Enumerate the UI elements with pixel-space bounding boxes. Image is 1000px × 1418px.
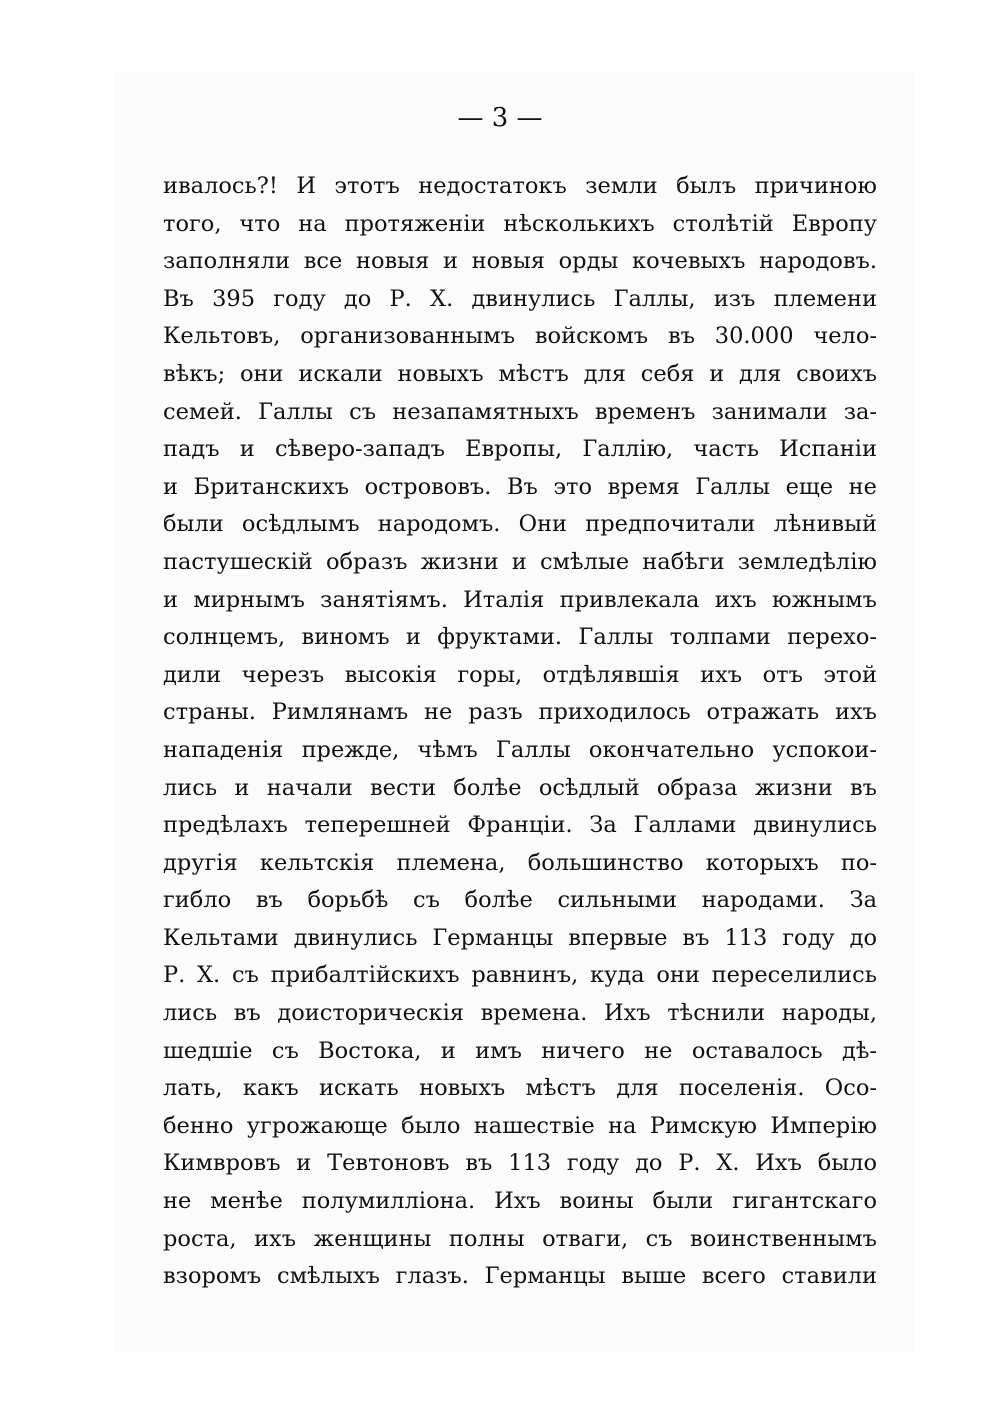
- text-line: шедшіе съ Востока, и имъ ничего не оставалось дѣ-: [163, 1037, 877, 1064]
- text-line: того, что на протяженіи нѣсколькихъ столѣтій Европу: [163, 210, 877, 237]
- text-line: Кельтами двинулись Германцы впервые въ 113 году до: [163, 924, 877, 951]
- text-line: падъ и сѣверо-западъ Европы, Галлію, часть Испаніи: [163, 436, 877, 463]
- text-line: гибло въ борьбѣ съ болѣе сильными народами. За: [163, 887, 877, 914]
- text-line: семей. Галлы съ незапамятныхъ временъ занимали за-: [163, 398, 877, 425]
- text-line: лись и начали вести болѣе осѣдлый образа жизни въ: [163, 774, 877, 801]
- text-line: и мирнымъ занятіямъ. Италія привлекала ихъ южнымъ: [163, 586, 877, 613]
- text-line: ивалось?! И этотъ недостатокъ земли былъ причиною: [163, 173, 877, 199]
- text-line: лись въ доисторическія времена. Ихъ тѣснили народы,: [163, 1000, 877, 1027]
- text-line: вѣкъ; они искали новыхъ мѣстъ для себя и для своихъ: [163, 360, 877, 387]
- text-line: страны. Римлянамъ не разъ приходилось отражать ихъ: [163, 699, 877, 726]
- page-number: — 3 —: [457, 103, 543, 133]
- text-line: бенно угрожающе было нашествіе на Римскую Имперію: [163, 1112, 877, 1139]
- text-line: не менѣе полумилліона. Ихъ воины были гигантскаго: [163, 1188, 877, 1215]
- text-line: солнцемъ, виномъ и фруктами. Галлы толпами перехо-: [163, 624, 877, 651]
- text-line: Въ 395 году до Р. Х. двинулись Галлы, изъ племени: [163, 285, 877, 312]
- text-line: дили черезъ высокія горы, отдѣлявшія ихъ отъ этой: [163, 661, 877, 688]
- text-line: были осѣдлымъ народомъ. Они предпочитали лѣнивый: [163, 511, 877, 538]
- body-text: [163, 168, 877, 1296]
- text-line: взоромъ смѣлыхъ глазъ. Германцы выше всего ставили: [163, 1263, 877, 1290]
- text-line: другія кельтскія племена, большинство которыхъ по-: [163, 849, 877, 876]
- text-line: Кельтовъ, организованнымъ войскомъ въ 30.000 чело-: [163, 323, 877, 350]
- text-line: предѣлахъ теперешней Франціи. За Галлами двинулись: [163, 812, 877, 839]
- text-line: и Британскихъ острововъ. Въ это время Галлы еще не: [163, 473, 877, 500]
- text-line: пастушескій образъ жизни и смѣлые набѣги земледѣлію: [163, 548, 877, 575]
- text-line: нападенія прежде, чѣмъ Галлы окончательно успокои-: [163, 736, 877, 763]
- text-line: лать, какъ искать новыхъ мѣстъ для поселенія. Осо-: [163, 1075, 877, 1102]
- text-line: Кимвровъ и Тевтоновъ въ 113 году до Р. Х. Ихъ было: [163, 1150, 877, 1177]
- text-line: Р. Х. съ прибалтійскихъ равнинъ, куда они переселились: [163, 962, 877, 989]
- text-line: роста, ихъ женщины полны отваги, съ воинственнымъ: [163, 1225, 877, 1252]
- text-line: заполняли все новыя и новыя орды кочевыхъ народовъ.: [163, 248, 877, 275]
